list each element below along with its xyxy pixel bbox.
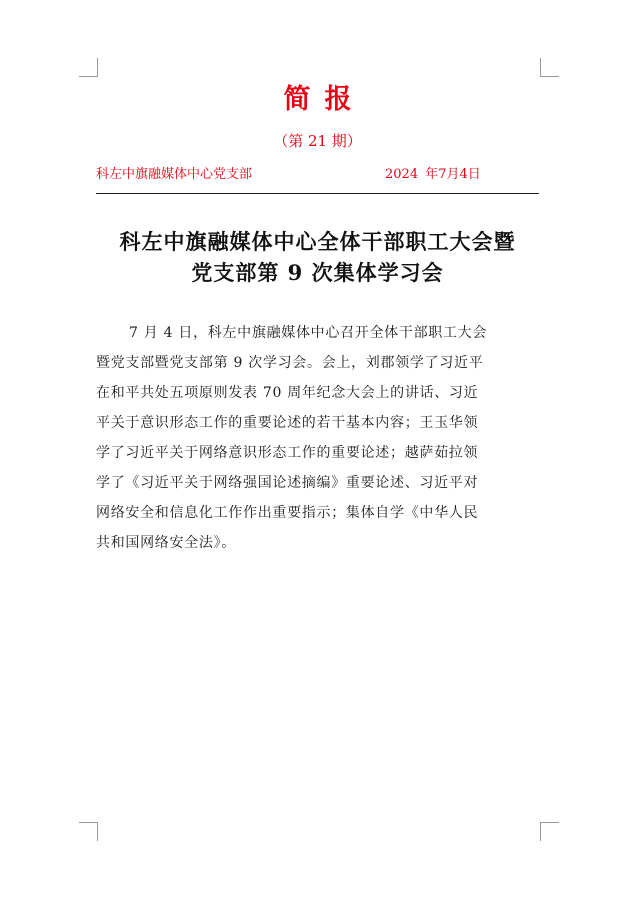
body-line: 平关于意识形态工作的重要论述的若干基本内容；王玉华领 bbox=[96, 415, 479, 431]
body-line: 暨党支部暨党支部第 9 次学习会。会上，刘郡领学了习近平 bbox=[96, 355, 484, 371]
article-title-line-1: 科左中旗融媒体中心全体干部职工大会暨 bbox=[119, 229, 516, 254]
crop-mark-top-right bbox=[540, 58, 559, 77]
crop-mark-bottom-left bbox=[79, 822, 98, 841]
masthead-info-row bbox=[96, 164, 539, 186]
body-line: 7 月 4 日，科左中旗融媒体中心召开全体干部职工大会 bbox=[129, 325, 488, 341]
crop-mark-bottom-right bbox=[540, 822, 559, 841]
organization-name: 科左中旗融媒体中心党支部 bbox=[96, 167, 253, 182]
body-line: 学了《习近平关于网络强国论述摘编》重要论述、习近平对 bbox=[96, 475, 479, 491]
publish-date: 2024 年7月4日 bbox=[385, 167, 481, 182]
issue-number: （第 21 期） bbox=[273, 132, 362, 150]
crop-mark-top-left bbox=[79, 58, 98, 77]
body-line: 共和国网络安全法》。 bbox=[96, 535, 236, 551]
masthead-divider bbox=[96, 193, 539, 194]
article-title bbox=[96, 226, 539, 288]
body-line: 在和平共处五项原则发表 70 周年纪念大会上的讲话、习近 bbox=[96, 385, 479, 401]
masthead-title: 简报 bbox=[283, 84, 366, 115]
body-line: 网络安全和信息化工作作出重要指示；集体自学《中华人民 bbox=[96, 505, 479, 521]
body-line: 学了习近平关于网络意识形态工作的重要论述；越萨茹拉领 bbox=[96, 445, 479, 461]
article-title-line-2: 党支部第 9 次集体学习会 bbox=[191, 260, 444, 285]
article-body bbox=[96, 318, 539, 558]
